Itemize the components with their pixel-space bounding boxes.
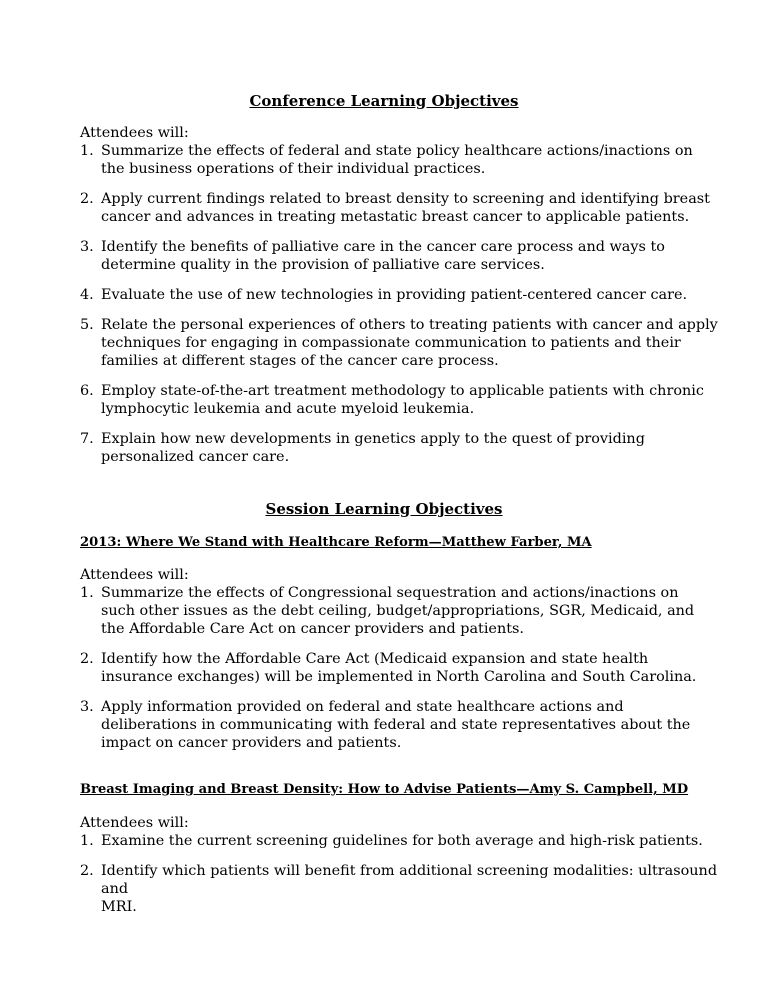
conference-objectives-list-4	[80, 286, 720, 304]
session-1-objectives	[80, 584, 720, 638]
conference-objectives-list-2	[80, 190, 720, 226]
objective-item: 2. Apply current findings related to breast density to screening and identifying breast cancer and advances in treating metastatic breast cancer to applicable patients.	[80, 191, 710, 225]
session-2-objectives	[80, 832, 720, 850]
session-2-objectives-2	[80, 862, 720, 916]
objective-item: 2. Identify how the Affordable Care Act (Medicaid expansion and state health insurance exchanges) will be implemented in North Carolina and South Carolina.	[80, 651, 697, 685]
session-title: 2013: Where We Stand with Healthcare Reform—Matthew Farber, MA	[80, 535, 592, 550]
objective-item: 5. Relate the personal experiences of others to treating patients with cancer and apply techniques for engaging in compassionate communication to patients and their families at different stages of the cancer care process.	[80, 317, 718, 369]
session-1-objectives-2	[80, 650, 720, 686]
session-intro: Attendees will:	[80, 815, 189, 831]
conference-objectives-list-6	[80, 382, 720, 418]
session-objectives-heading: Session Learning Objectives	[265, 500, 503, 518]
objective-item: 1. Summarize the effects of Congressional sequestration and actions/inactions on such other issues as the debt ceiling, budget/appropriations, SGR, Medicaid, and the Affordable Care Act on cancer providers and patients.	[80, 585, 695, 637]
objective-item: 3. Identify the benefits of palliative care in the cancer care process and ways to determine quality in the provision of palliative care services.	[80, 239, 665, 273]
conference-objectives-list-5	[80, 316, 720, 370]
objective-item: 6. Employ state-of-the-art treatment methodology to applicable patients with chronic lymphocytic leukemia and acute myeloid leukemia.	[80, 383, 704, 417]
objective-item: 1. Summarize the effects of federal and state policy healthcare actions/inactions on the business operations of their individual practices.	[80, 143, 693, 177]
objective-item: 3. Apply information provided on federal and state healthcare actions and deliberations in communicating with federal and state representatives about the impact on cancer providers and patients.	[80, 699, 691, 751]
conference-objectives-list	[80, 142, 720, 178]
conference-objectives-list-7	[80, 430, 720, 466]
session-title: Breast Imaging and Breast Density: How to Advise Patients—Amy S. Campbell, MD	[80, 782, 689, 797]
objective-item: 4. Evaluate the use of new technologies in providing patient-centered cancer care.	[80, 287, 688, 303]
conference-objectives-heading: Conference Learning Objectives	[249, 92, 519, 110]
objective-item: 7. Explain how new developments in genetics apply to the quest of providing personalized cancer care.	[80, 431, 645, 465]
objective-item: 2. Identify which patients will benefit from additional screening modalities: ultrasound and MRI.	[80, 863, 718, 915]
objective-item: 1. Examine the current screening guidelines for both average and high-risk patients.	[80, 833, 703, 849]
session-intro: Attendees will:	[80, 567, 189, 583]
conference-objectives-list-3	[80, 238, 720, 274]
session-1-objectives-3	[80, 698, 720, 752]
conference-intro: Attendees will:	[80, 125, 189, 141]
